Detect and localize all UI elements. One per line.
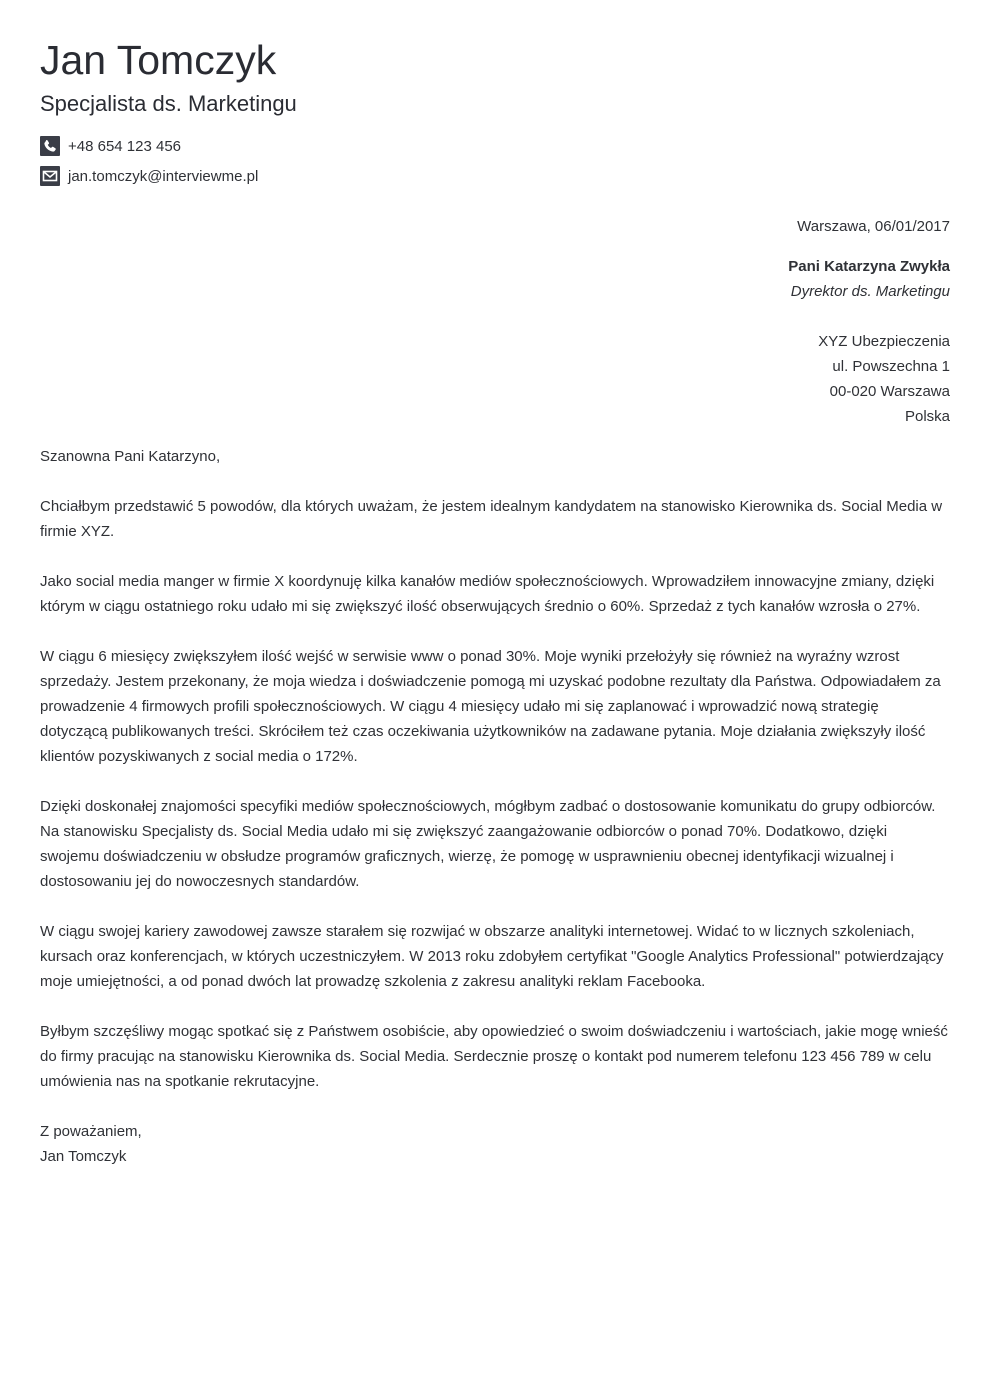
letter-paragraph: Byłbym szczęśliwy mogąc spotkać się z Państwem osobiście, aby opowiedzieć o swoim doświadczeniu i wartościach, jakie mogę wnieść do firmy pracując na stanowisku Kierownika ds. Social Media. Serdecznie proszę o kontakt pod numerem telefonu 123 456 789 w celu umówienia nas na spotkanie rekrutacyjne.: [40, 1023, 948, 1090]
letter-greeting: Szanowna Pani Katarzyno,: [40, 448, 221, 465]
recipient-country: Polska: [904, 408, 950, 425]
email-address: jan.tomczyk@interviewme.pl: [68, 167, 259, 185]
letter-paragraph: Chciałbym przedstawić 5 powodów, dla których uważam, że jestem idealnym kandydatem na stanowisko Kierownika ds. Social Media w firmie XYZ.: [40, 498, 943, 540]
recipient-role: Dyrektor ds. Marketingu: [790, 283, 950, 300]
letter-body: [40, 444, 950, 1169]
email-icon: [40, 166, 60, 186]
recipient-street: ul. Powszechna 1: [832, 358, 950, 375]
contact-email: [40, 166, 950, 186]
contact-phone: [40, 136, 950, 156]
recipient-city: 00-020 Warszawa: [829, 383, 950, 400]
phone-number: +48 654 123 456: [68, 137, 182, 155]
sender-title: Specjalista ds. Marketingu: [40, 91, 297, 116]
recipient-block: [40, 214, 950, 429]
letter-date: Warszawa, 06/01/2017: [797, 218, 950, 235]
contact-list: [40, 136, 950, 186]
phone-icon: [40, 136, 60, 156]
letter-paragraph: W ciągu swojej kariery zawodowej zawsze starałem się rozwijać w obszarze analityki internetowej. Widać to w licznych szkoleniach, kursach oraz konferencjach, w których uczestniczyłem. W 2013 roku zdobyłem certyfikat "Google Analytics Professional" potwierdzający moje umiejętności, a od ponad dwóch lat prowadzę szkolenia z zakresu analityki reklam Facebooka.: [40, 923, 944, 990]
recipient-name: Pani Katarzyna Zwykła: [788, 258, 950, 275]
recipient-address: [40, 329, 950, 429]
letter-paragraph: W ciągu 6 miesięcy zwiększyłem ilość wejść w serwisie www o ponad 30%. Moje wyniki przełożyły się również na wyraźny wzrost sprzedaży. Jestem przekonany, że moja wiedza i doświadczenie pomogą mi uzyskać podobne rezultaty dla Państwa. Odpowiadałem za prowadzenie 4 firmowych profili społecznościowych. W ciągu 4 miesięcy udało mi się zaplanować i wprowadzić nową strategię dotyczącą publikowanych treści. Skróciłem też czas oczekiwania użytkowników na zadawane pytania. Moje działania zwiększyły ilość klientów pozyskiwanych z social media o 172%.: [40, 648, 941, 765]
signature-name: Jan Tomczyk: [40, 1148, 127, 1165]
letter-paragraph: Jako social media manger w firmie X koordynuję kilka kanałów mediów społecznościowych. Wprowadziłem innowacyjne zmiany, dzięki którym w ciągu ostatniego roku udało mi się zwiększyć ilość obserwujących średnio o 60%. Sprzedaż z tych kanałów wzrosła o 27%.: [40, 573, 935, 615]
closing-phrase: Z poważaniem,: [40, 1123, 142, 1140]
letter-paragraph: Dzięki doskonałej znajomości specyfiki mediów społecznościowych, mógłbym zadbać o dostosowanie komunikatu do grupy odbiorców. Na stanowisku Specjalisty ds. Social Media udało mi się zwiększyć zaangażowanie odbiorców o ponad 70%. Dodatkowo, dzięki swojemu doświadczeniu w obsłudze programów graficznych, wierzę, że pomogę w usprawnieniu obecnej identyfikacji wizualnej i dostosowaniu jej do nowoczesnych standardów.: [40, 798, 936, 890]
letter-closing: [40, 1119, 950, 1169]
recipient-company: XYZ Ubezpieczenia: [818, 333, 950, 350]
sender-name: Jan Tomczyk: [40, 37, 277, 83]
